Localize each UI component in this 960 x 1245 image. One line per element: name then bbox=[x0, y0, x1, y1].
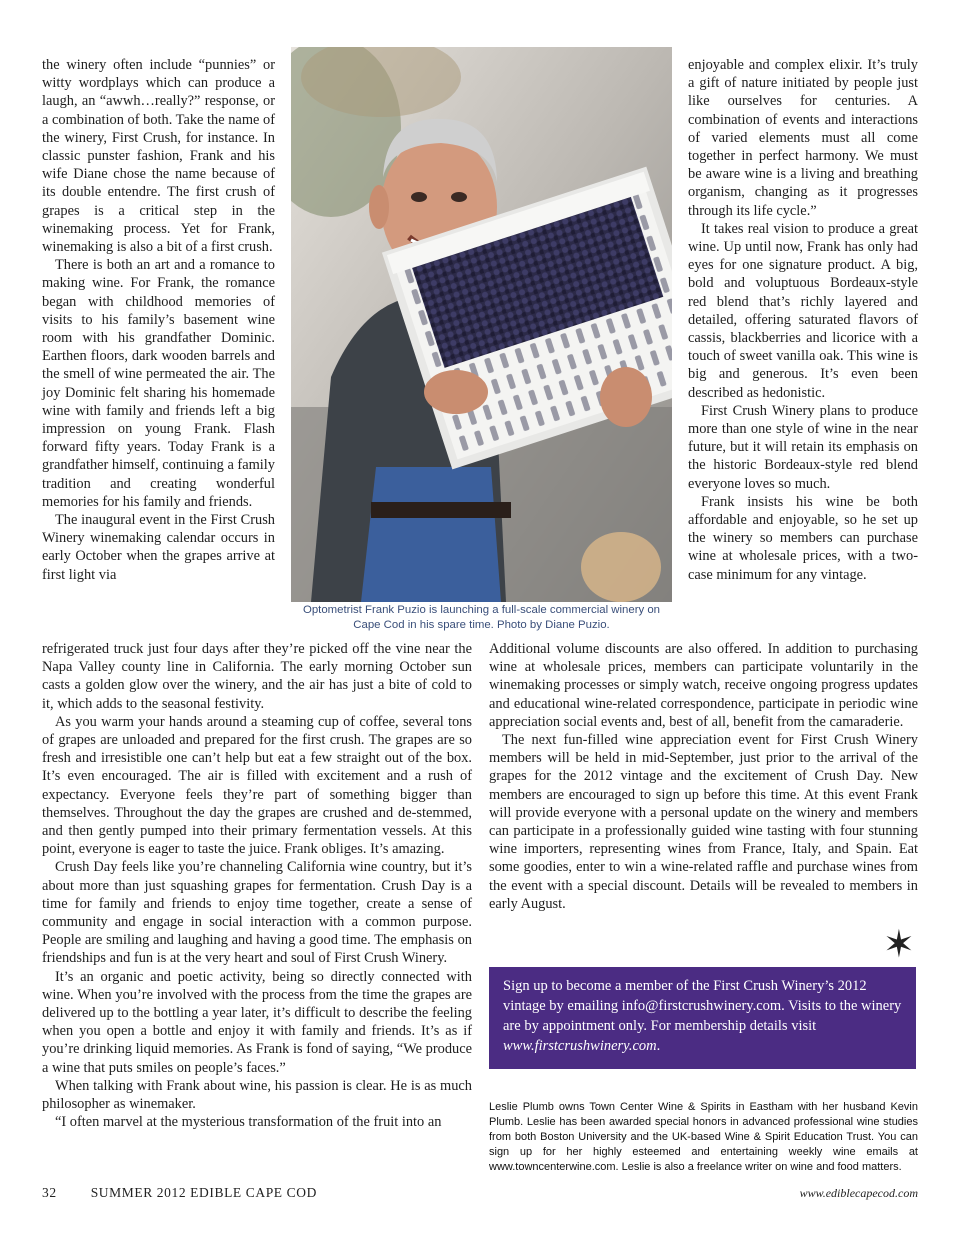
page-number: 32 bbox=[42, 1185, 57, 1200]
photo-caption: Optometrist Frank Puzio is launching a full-scale commercial winery on Cape Cod in his spare time. Photo by Diane Puzio. bbox=[302, 604, 661, 631]
publication-name: EDIBLE CAPE COD bbox=[190, 1185, 317, 1200]
paragraph: Frank insists his wine be both affordable and enjoyable, so he set up the winery so members can purchase wine at wholesale prices, with a two-case minimum for any vintage. bbox=[688, 493, 918, 583]
paragraph: refrigerated truck just four days after they’re picked off the vine near the Napa Valley county line in California. The early morning October sun casts a golden glow over the winery, and the air has just a bite of cold to it, which adds to the seasonal festivity. bbox=[42, 641, 472, 712]
paragraph: the winery often include “punnies” or witty wordplays which can produce a laugh, an “awwh…really?” response, or a combination of both. Take the name of the winery, First Crush, for instance. In classic punster fashion, Frank and his wife Diane chose the name because of its double entendre. The first crush of grapes is a critical step in the winemaking process. Yet for Frank, winemaking is also a bit of a first crush. bbox=[42, 57, 275, 256]
issue-name: SUMMER 2012 bbox=[90, 1185, 187, 1200]
paragraph: There is both an art and a romance to making wine. For Frank, the romance began with childhood memories of visits to his family’s basement wine room with his grandfather Dominic. Earthen floors, dark wooden barrels and the smell of wine permeated the air. The joy Dominic felt sharing his homemade wine with family and friends left a big impression on young Frank. Flash forward fifty years. Today Frank is a grandfather himself, continuing a family tradition and creating wonderful memories for his family and friends. bbox=[42, 257, 275, 510]
publication-website[interactable]: www.ediblecapecod.com bbox=[799, 1186, 918, 1200]
signup-callout bbox=[489, 967, 916, 1069]
paragraph: The inaugural event in the First Crush Winery winemaking calendar occurs in early October when the grapes arrive at first light via bbox=[42, 512, 275, 583]
signup-text: Sign up to become a member of the First Crush Winery’s 2012 vintage by emailing info@firstcrushwinery.com. Visits to the winery are by appointment only. For membership details visit bbox=[503, 978, 902, 1034]
paragraph: Additional volume discounts are also offered. In addition to purchasing wine at wholesale prices, members can participate voluntarily in the winemaking processes or simply watch, receive ongoing progress updates and educational wine-related correspondence, participate in periodic wine appreciation social events and, best of all, benefit from the camaraderie. bbox=[489, 641, 918, 730]
paragraph: The next fun-filled wine appreciation event for First Crush Winery members will be held in mid-September, just prior to the arrival of the grapes for the 2012 vintage and the excitement of Crush Day. New members are encouraged to sign up before this time. At this event Frank will provide everyone with a personal update on the winery and members can participate in a professionally guided wine tasting with four stunning wine importers, representing wines from France, Italy, and Spain. Eat some goodies, enter to win a wine-related raffle and purchase wines from the event with a special discount. Details will be revealed to members in early August. bbox=[489, 732, 918, 912]
photo-illustration bbox=[291, 47, 672, 602]
end-of-article-star-icon: ✶ bbox=[883, 922, 915, 966]
paragraph: When talking with Frank about wine, his passion is clear. He is as much philosopher as winemaker. bbox=[42, 1077, 472, 1113]
paragraph: “I often marvel at the mysterious transformation of the fruit into an bbox=[55, 1114, 442, 1131]
author-bio: Leslie Plumb owns Town Center Wine & Spirits in Eastham with her husband Kevin Plumb. Leslie has been awarded special honors in advanced professional wine studies from both Boston University and the UK-based Wine & Spirit Education Trust. You can sign up for her highly esteemed and entertaining weekly wine emails at www.towncenterwine.com. Leslie is also a freelance writer on wine and food matters. bbox=[489, 1101, 918, 1173]
winery-website-link[interactable]: www.firstcrushwinery.com bbox=[503, 1038, 657, 1054]
page-footer-left bbox=[42, 1185, 317, 1201]
article-column-right-bottom bbox=[489, 640, 918, 913]
article-column-left-top bbox=[42, 56, 275, 584]
paragraph: It’s an organic and poetic activity, being so directly connected with wine. When you’re involved with the process from the time the grapes are delivered up to the bottling a year later, it’s difficult to describe the feeling when you open a bottle and enjoy it with family and friends. It’s as if you’re drinking liquid memories. As Frank is fond of saying, “We produce a wine that puts smiles on people’s faces.” bbox=[42, 968, 472, 1076]
article-photo bbox=[291, 47, 672, 602]
paragraph: Crush Day feels like you’re channeling California wine country, but it’s about more than just squashing grapes for fermentation. Crush Day is a time for family and friends to enjoy time together, create a sense of community and engage in social interaction with a common purpose. People are smiling and laughing and having a good time. The emphasis on friendships and fun is at the very heart and soul of First Crush Winery. bbox=[42, 859, 472, 967]
signup-end: . bbox=[656, 1038, 661, 1054]
article-column-left-bottom bbox=[42, 640, 472, 1131]
article-column-right-top bbox=[688, 56, 918, 584]
paragraph: First Crush Winery plans to produce more than one style of wine in the near future, but it will retain its emphasis on the historic Bordeaux-style red blend everyone loves so much. bbox=[688, 402, 918, 492]
paragraph: It takes real vision to produce a great wine. Up until now, Frank has only had eyes for one signature product. A big, bold and voluptuous Bordeaux-style red blend that’s richly layered and detailed, offering saturated flavors of cassis, blackberries and licorice with a touch of sweet vanilla oak. This wine is big and generous. It’s even been described as hedonistic. bbox=[688, 220, 918, 401]
paragraph: enjoyable and complex elixir. It’s truly a gift of nature initiated by people just like ourselves for centuries. A combination of events and interactions of varied elements must all come together in perfect harmony. We must be aware wine is a living and breathing organism, changing as it progresses through its life cycle.” bbox=[688, 57, 918, 219]
paragraph: As you warm your hands around a steaming cup of coffee, several tons of grapes are unloaded and prepared for the first crush. The grapes are so fresh and irresistible one can’t help but eat a few straight out of the box. It’s even encouraged. The air is filled with excitement and a rush of expectancy. Everyone feels they’re part of something bigger than themselves. Throughout the day the grapes are crushed and de-stemmed, and then gently pumped into their primary fermentation vessels. At this point, everyone is eager to taste the juice. Frank obliges. It’s amazing. bbox=[42, 713, 472, 858]
